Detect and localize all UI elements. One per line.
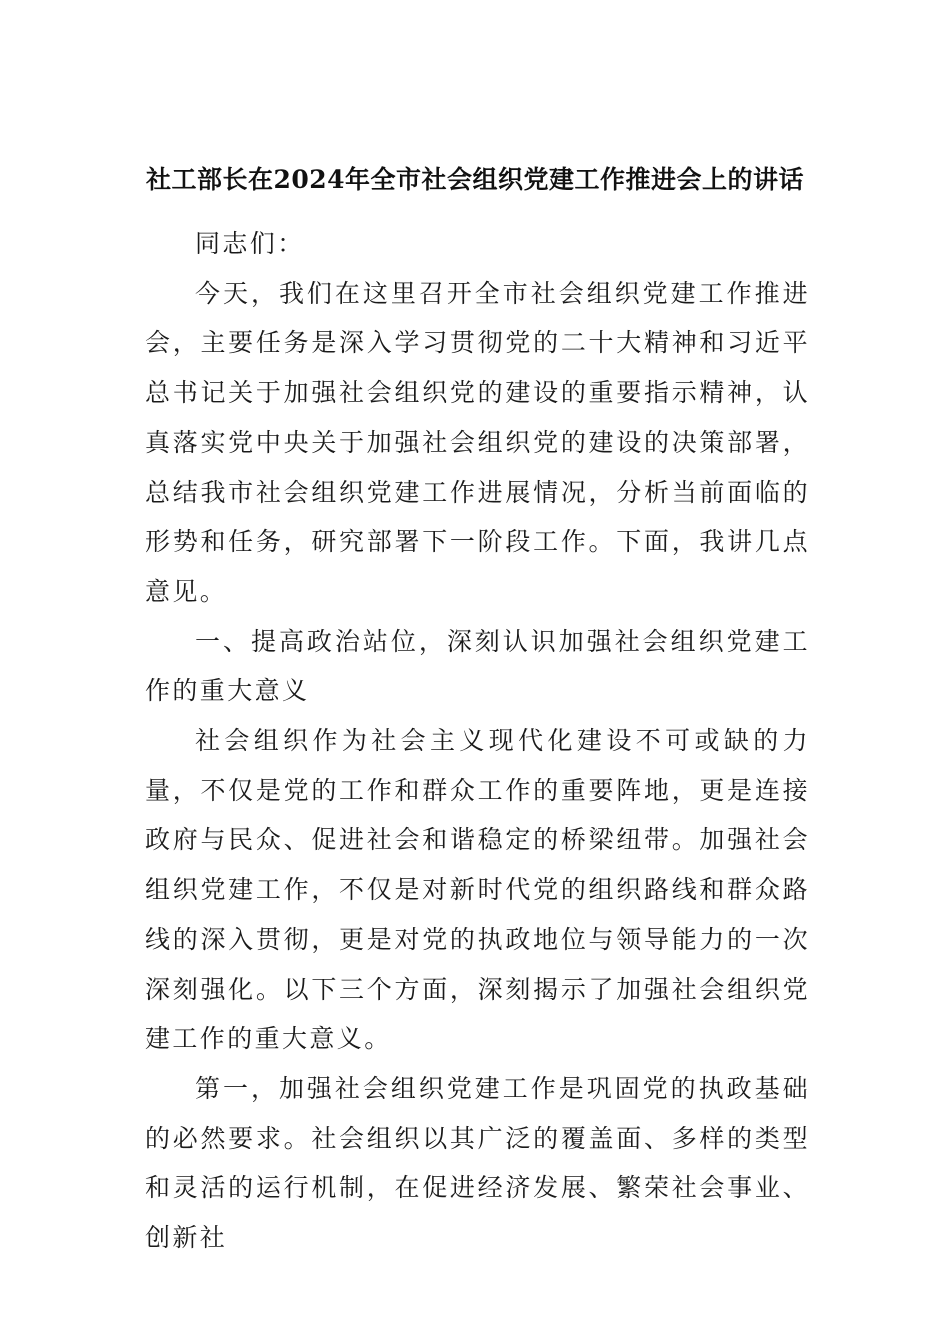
paragraph-first-point: 第一，加强社会组织党建工作是巩固党的执政基础的必然要求。社会组织以其广泛的覆盖面、多样的类型和灵活的运行机制，在促进经济发展、繁荣社会事业、创新社 — [145, 1073, 810, 1253]
paragraph-intro: 今天，我们在这里召开全市社会组织党建工作推进会，主要任务是深入学习贯彻党的二十大精神和习近平总书记关于加强社会组织党的建设的重要指示精神，认真落实党中央关于加强社会组织党的建设的决策部署，总结我市社会组织党建工作进展情况，分析当前面临的形势和任务，研究部署下一阶段工作。下面，我讲几点意见。 — [145, 278, 810, 606]
document-title: 社工部长在2024年全市社会组织党建工作推进会上的讲话 — [145, 165, 805, 194]
paragraph-significance: 社会组织作为社会主义现代化建设不可或缺的力量，不仅是党的工作和群众工作的重要阵地，更是连接政府与民众、促进社会和谐稳定的桥梁纽带。加强社会组织党建工作，不仅是对新时代党的组织路线和群众路线的深入贯彻，更是对党的执政地位与领导能力的一次深刻强化。以下三个方面，深刻揭示了加强社会组织党建工作的重大意义。 — [145, 726, 810, 1054]
section-heading-1: 一、提高政治站位，深刻认识加强社会组织党建工作的重大意义 — [145, 626, 810, 706]
paragraph-salutation: 同志们： — [195, 229, 305, 258]
document-body — [145, 219, 810, 1263]
